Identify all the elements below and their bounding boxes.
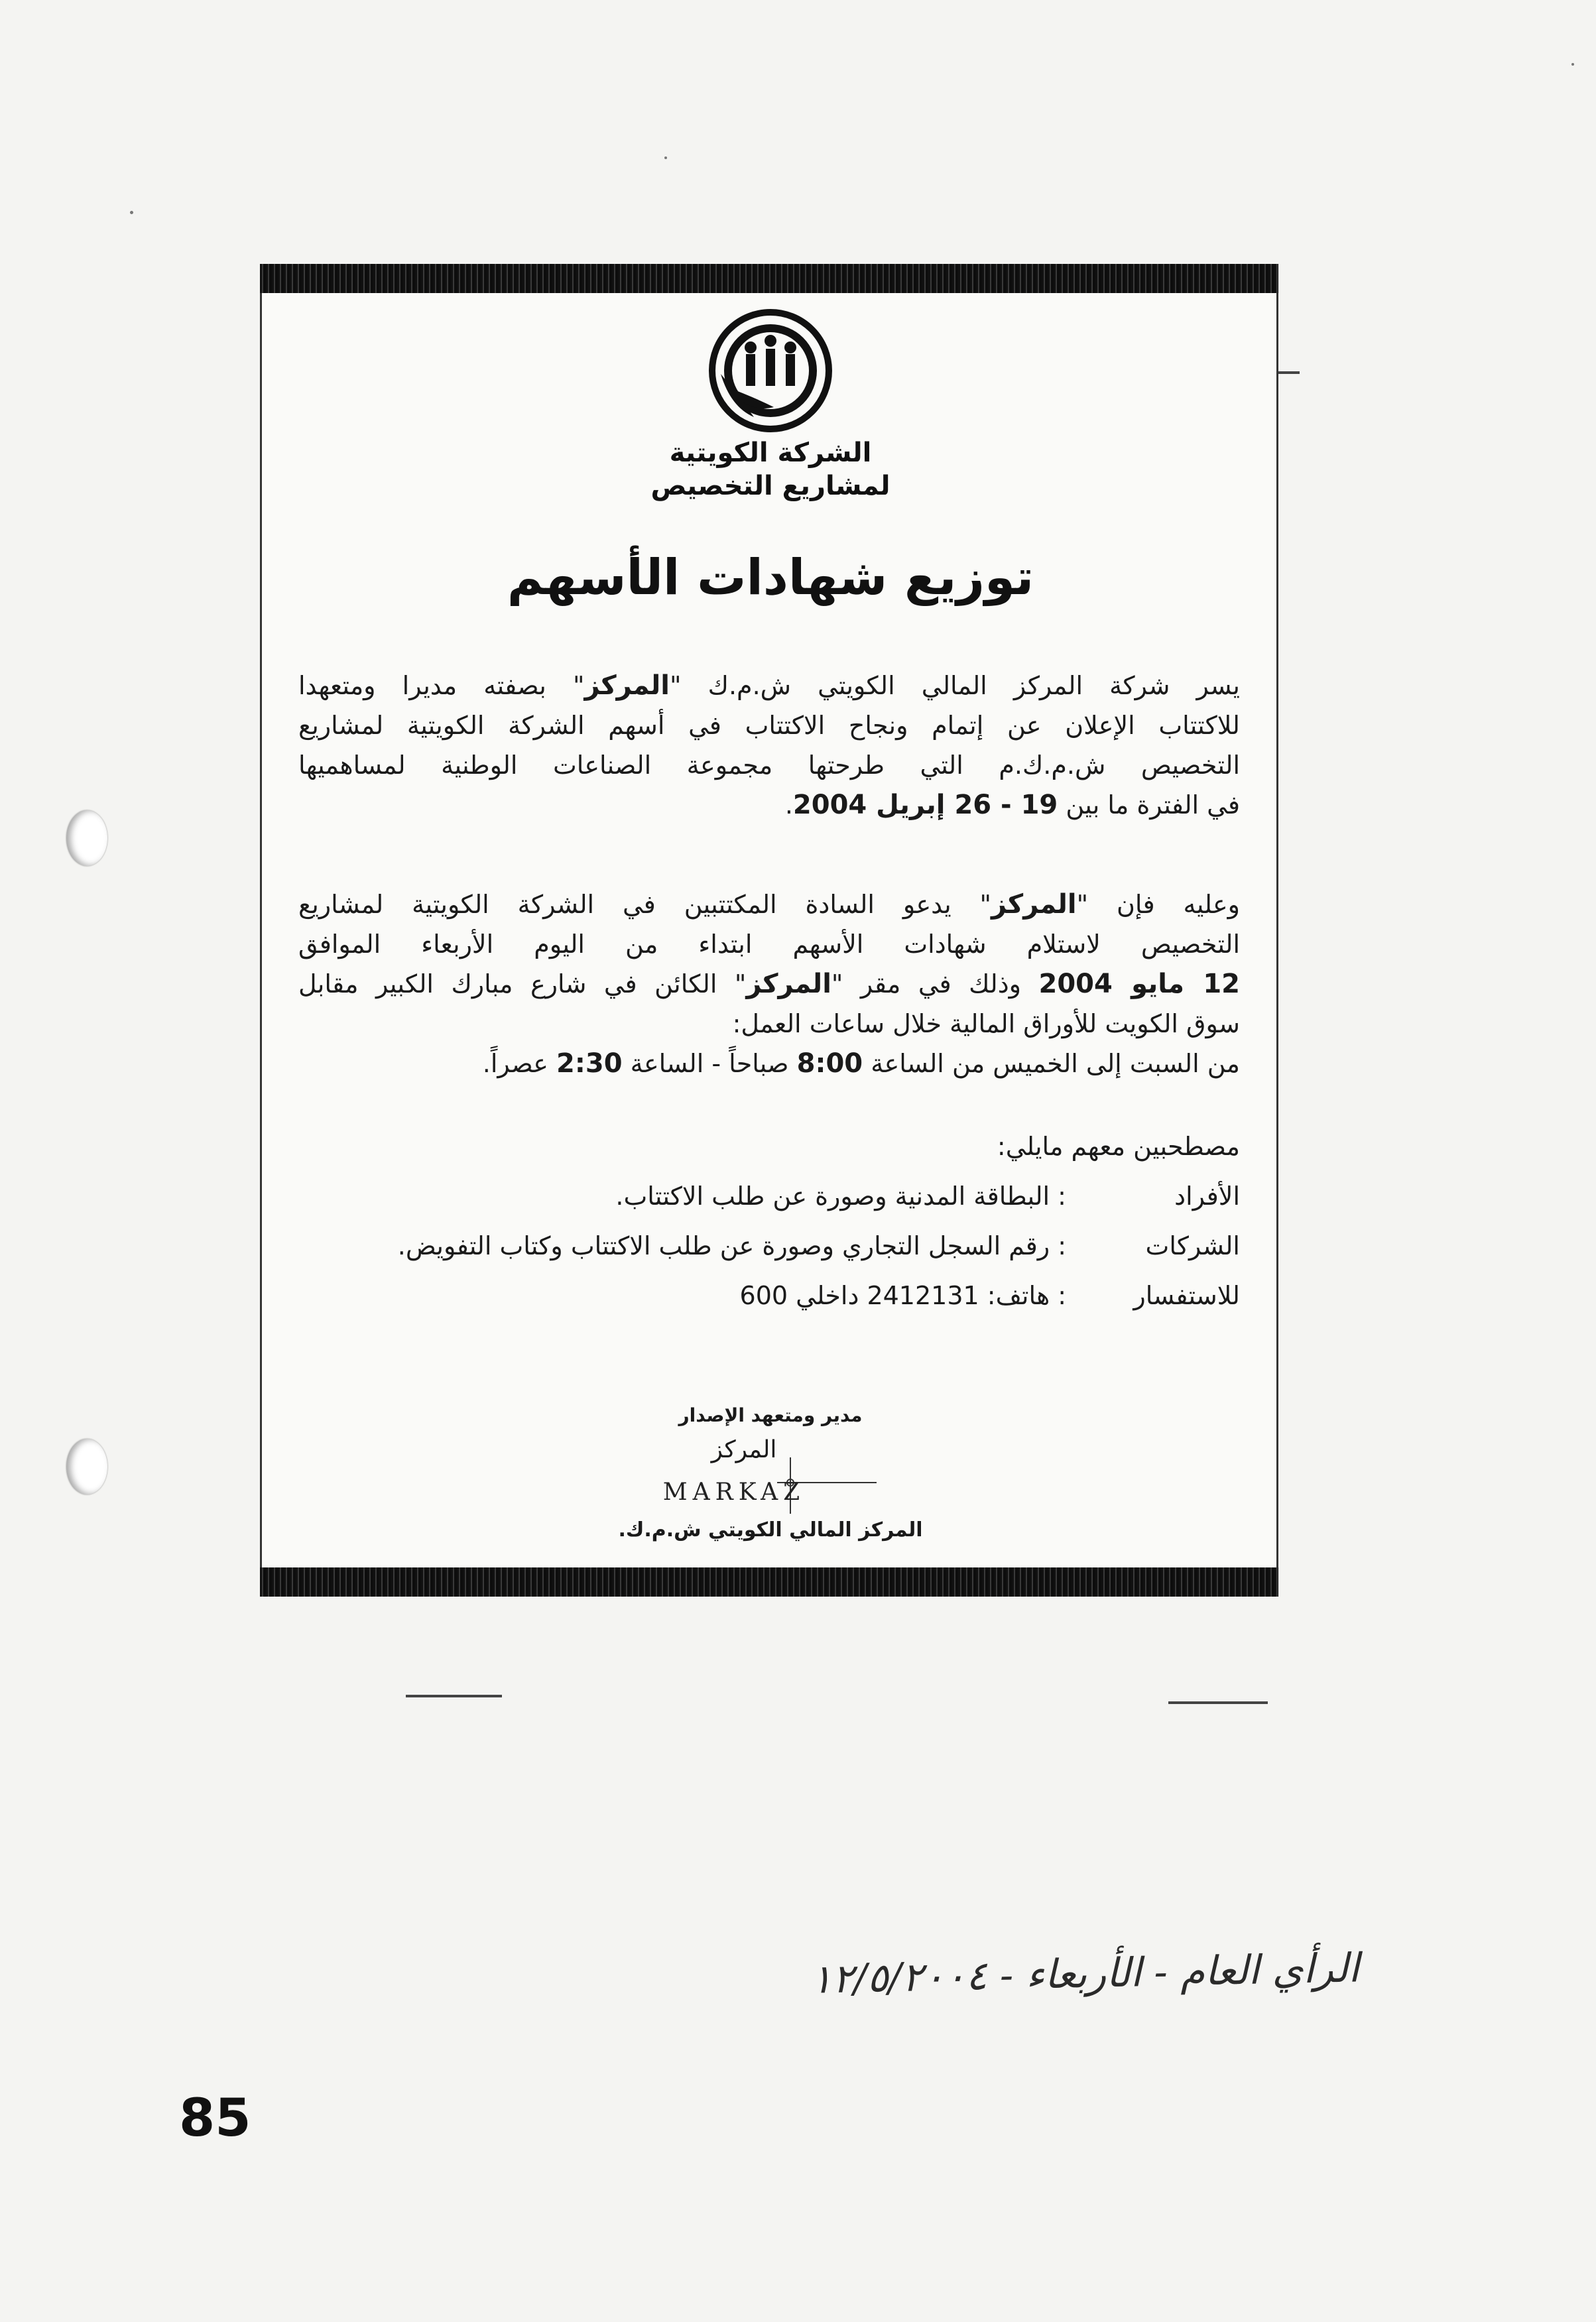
paragraph-1-line-4: في الفترة ما بين 19 - 26 إبريل 2004.: [784, 790, 1240, 820]
paragraph-2-line-4: سوق الكويت للأوراق المالية خلال ساعات العمل:: [732, 1009, 1240, 1038]
page-number: 85: [179, 2089, 251, 2148]
markaz-bold-name: المركز: [746, 969, 831, 999]
paragraph-2-line-2: التخصيص لاستلام شهادات الأسهم ابتداء من اليوم الأربعاء الموافق: [298, 930, 1240, 959]
paragraph-2-line-1: وعليه فإن "المركز" يدعو السادة المكتتبين في الشركة الكويتية لمشاريع: [298, 889, 1240, 920]
subscription-period: 19 - 26 إبريل 2004: [792, 790, 1058, 820]
paragraph-1-line-3: التخصيص ش.م.ك.م التي طرحتها مجموعة الصناعات الوطنية لمساهميها: [298, 751, 1240, 780]
notice-headline: توزيع شهادات الأسهم: [507, 549, 1034, 606]
company-name-line-1: الشركة الكويتية: [669, 438, 872, 468]
markaz-arabic-mark: المركز: [711, 1436, 777, 1463]
issuer-signature-block: [598, 1404, 943, 1563]
markaz-bold-name: المركز: [584, 670, 670, 701]
markaz-bold-name: المركز: [991, 889, 1077, 920]
notice-left-border: [260, 293, 262, 1567]
distribution-start-date: 12 مايو 2004: [1038, 969, 1240, 999]
issuer-company-name: المركز المالي الكويتي ش.م.ك.: [618, 1518, 923, 1542]
scan-speck: [664, 156, 667, 159]
company-name-line-2: لمشاريع التخصيص: [650, 471, 890, 501]
notice-top-band: [260, 264, 1278, 293]
requirement-value-individuals: : البطاقة المدنية وصورة عن طلب الاكتتاب.: [615, 1182, 1066, 1211]
notice-bottom-band: [260, 1567, 1278, 1597]
share-certificates-notice: [260, 264, 1278, 1597]
requirement-value-inquiries: : هاتف: 2412131 داخلي 600: [739, 1281, 1066, 1310]
closing-time: 2:30: [556, 1048, 623, 1079]
requirement-label-inquiries: للاستفسار: [1133, 1281, 1240, 1310]
scan-speck: [130, 211, 133, 214]
paragraph-2-line-3: 12 مايو 2004 وذلك في مقر "المركز" الكائن في شارع مبارك الكبير مقابل: [298, 969, 1240, 999]
requirement-value-companies: : رقم السجل التجاري وصورة عن طلب الاكتتاب وكتاب التفويض.: [397, 1231, 1066, 1260]
opening-time: 8:00: [796, 1048, 863, 1079]
trim-mark-bottom-right: [1168, 1701, 1268, 1704]
paragraph-2-line-5: من السبت إلى الخميس من الساعة 8:00 صباحاً - الساعة 2:30 عصراً.: [482, 1048, 1240, 1079]
requirements-intro: مصطحبين معهم مايلي:: [997, 1132, 1240, 1161]
company-logo-icon: [707, 308, 833, 434]
punch-hole-top: [66, 810, 107, 866]
punch-hole-bottom: [66, 1439, 107, 1495]
paragraph-1-line-1: يسر شركة المركز المالي الكويتي ش.م.ك "المركز" بصفته مديرا ومتعهدا: [298, 670, 1241, 701]
requirement-label-companies: الشركات: [1145, 1231, 1240, 1260]
handwritten-source-note: الرأي العام - الأربعاء - ١٢/٥/٢٠٠٤: [810, 1945, 1360, 2003]
issuer-role: مدير ومتعهد الإصدار: [678, 1404, 863, 1426]
trim-mark-bottom-left: [406, 1695, 502, 1697]
paragraph-1-line-2: للاكتتاب الإعلان عن إتمام ونجاح الاكتتاب في أسهم الشركة الكويتية لمشاريع: [298, 711, 1240, 740]
markaz-latin-mark: MARKAZ: [662, 1479, 806, 1506]
scan-speck: [1571, 63, 1574, 66]
notice-right-border: [1276, 293, 1278, 1567]
requirement-label-individuals: الأفراد: [1174, 1182, 1240, 1211]
